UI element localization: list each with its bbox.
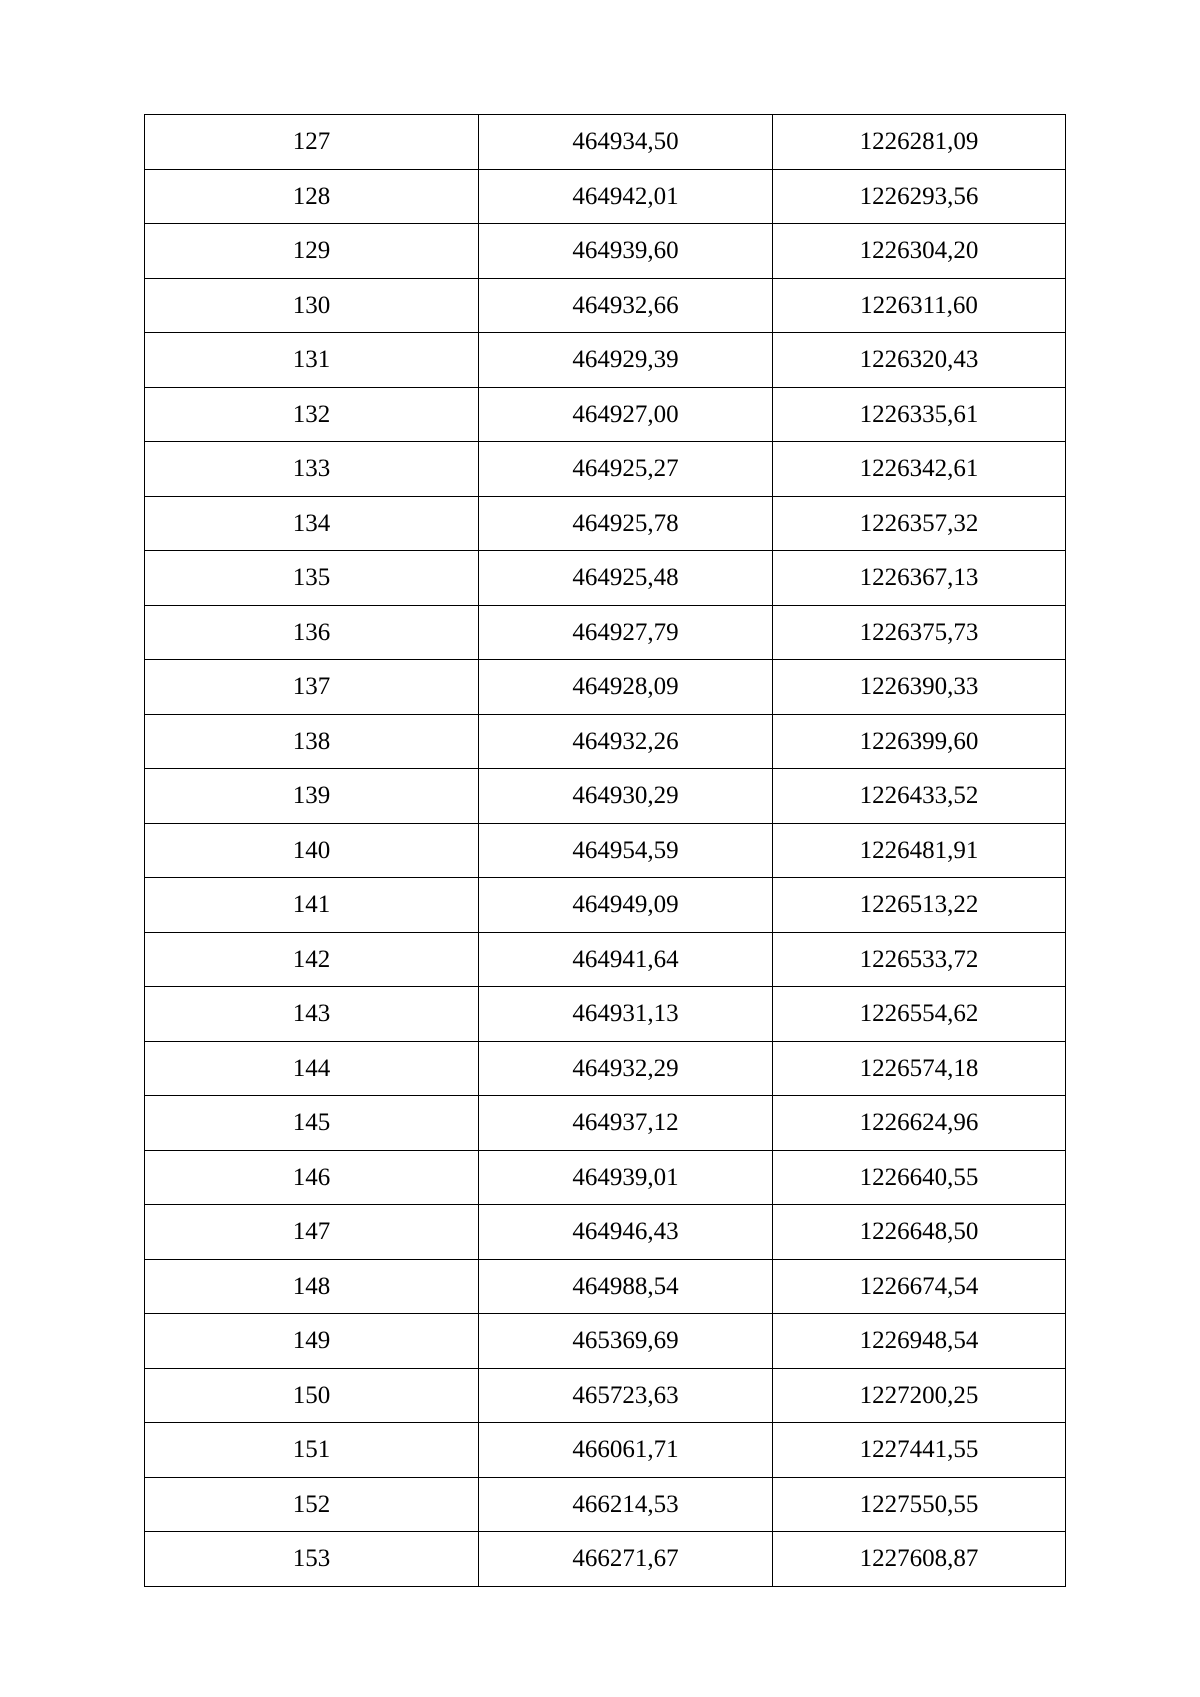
table-row	[145, 1205, 1066, 1260]
x-coordinate-cell: 464928,09	[479, 660, 773, 715]
y-coordinate-cell: 1226624,96	[773, 1096, 1066, 1151]
table-row	[145, 714, 1066, 769]
y-coordinate-cell: 1226433,52	[773, 769, 1066, 824]
x-coordinate-cell: 466214,53	[479, 1477, 773, 1532]
point-number-cell: 144	[145, 1041, 479, 1096]
x-coordinate-cell: 464988,54	[479, 1259, 773, 1314]
point-number-cell: 137	[145, 660, 479, 715]
y-coordinate-cell: 1227200,25	[773, 1368, 1066, 1423]
y-coordinate-cell: 1226335,61	[773, 387, 1066, 442]
x-coordinate-cell: 466271,67	[479, 1532, 773, 1587]
y-coordinate-cell: 1227608,87	[773, 1532, 1066, 1587]
point-number-cell: 150	[145, 1368, 479, 1423]
point-number-cell: 135	[145, 551, 479, 606]
table-row	[145, 660, 1066, 715]
point-number-cell: 139	[145, 769, 479, 824]
table-row	[145, 551, 1066, 606]
x-coordinate-cell: 464932,66	[479, 278, 773, 333]
point-number-cell: 151	[145, 1423, 479, 1478]
point-number-cell: 131	[145, 333, 479, 388]
x-coordinate-cell: 464932,29	[479, 1041, 773, 1096]
point-number-cell: 143	[145, 987, 479, 1042]
point-number-cell: 141	[145, 878, 479, 933]
point-number-cell: 152	[145, 1477, 479, 1532]
y-coordinate-cell: 1227441,55	[773, 1423, 1066, 1478]
table-row	[145, 387, 1066, 442]
y-coordinate-cell: 1226304,20	[773, 224, 1066, 279]
x-coordinate-cell: 466061,71	[479, 1423, 773, 1478]
coordinates-table-body	[145, 115, 1066, 1587]
point-number-cell: 145	[145, 1096, 479, 1151]
table-row	[145, 1314, 1066, 1369]
table-row	[145, 1096, 1066, 1151]
point-number-cell: 128	[145, 169, 479, 224]
y-coordinate-cell: 1226481,91	[773, 823, 1066, 878]
table-row	[145, 278, 1066, 333]
point-number-cell: 129	[145, 224, 479, 279]
y-coordinate-cell: 1226399,60	[773, 714, 1066, 769]
x-coordinate-cell: 465369,69	[479, 1314, 773, 1369]
point-number-cell: 149	[145, 1314, 479, 1369]
table-row	[145, 932, 1066, 987]
y-coordinate-cell: 1226533,72	[773, 932, 1066, 987]
point-number-cell: 133	[145, 442, 479, 497]
x-coordinate-cell: 464931,13	[479, 987, 773, 1042]
table-row	[145, 1041, 1066, 1096]
x-coordinate-cell: 464941,64	[479, 932, 773, 987]
x-coordinate-cell: 464925,78	[479, 496, 773, 551]
y-coordinate-cell: 1226640,55	[773, 1150, 1066, 1205]
table-row	[145, 442, 1066, 497]
y-coordinate-cell: 1226674,54	[773, 1259, 1066, 1314]
table-row	[145, 878, 1066, 933]
x-coordinate-cell: 464942,01	[479, 169, 773, 224]
table-row	[145, 1150, 1066, 1205]
x-coordinate-cell: 464927,00	[479, 387, 773, 442]
point-number-cell: 153	[145, 1532, 479, 1587]
x-coordinate-cell: 464934,50	[479, 115, 773, 170]
table-row	[145, 769, 1066, 824]
point-number-cell: 148	[145, 1259, 479, 1314]
x-coordinate-cell: 464939,60	[479, 224, 773, 279]
y-coordinate-cell: 1226342,61	[773, 442, 1066, 497]
y-coordinate-cell: 1226554,62	[773, 987, 1066, 1042]
point-number-cell: 146	[145, 1150, 479, 1205]
y-coordinate-cell: 1226281,09	[773, 115, 1066, 170]
x-coordinate-cell: 464927,79	[479, 605, 773, 660]
x-coordinate-cell: 464930,29	[479, 769, 773, 824]
table-row	[145, 333, 1066, 388]
table-row	[145, 169, 1066, 224]
point-number-cell: 147	[145, 1205, 479, 1260]
table-row	[145, 605, 1066, 660]
x-coordinate-cell: 464939,01	[479, 1150, 773, 1205]
point-number-cell: 132	[145, 387, 479, 442]
table-row	[145, 1477, 1066, 1532]
y-coordinate-cell: 1227550,55	[773, 1477, 1066, 1532]
table-row	[145, 496, 1066, 551]
table-row	[145, 224, 1066, 279]
x-coordinate-cell: 464925,27	[479, 442, 773, 497]
point-number-cell: 130	[145, 278, 479, 333]
table-row	[145, 823, 1066, 878]
x-coordinate-cell: 464946,43	[479, 1205, 773, 1260]
x-coordinate-cell: 464929,39	[479, 333, 773, 388]
y-coordinate-cell: 1226311,60	[773, 278, 1066, 333]
y-coordinate-cell: 1226948,54	[773, 1314, 1066, 1369]
x-coordinate-cell: 464949,09	[479, 878, 773, 933]
y-coordinate-cell: 1226367,13	[773, 551, 1066, 606]
coordinates-table	[144, 114, 1066, 1587]
y-coordinate-cell: 1226574,18	[773, 1041, 1066, 1096]
point-number-cell: 138	[145, 714, 479, 769]
point-number-cell: 136	[145, 605, 479, 660]
point-number-cell: 142	[145, 932, 479, 987]
y-coordinate-cell: 1226375,73	[773, 605, 1066, 660]
y-coordinate-cell: 1226513,22	[773, 878, 1066, 933]
y-coordinate-cell: 1226648,50	[773, 1205, 1066, 1260]
x-coordinate-cell: 464932,26	[479, 714, 773, 769]
y-coordinate-cell: 1226357,32	[773, 496, 1066, 551]
table-row	[145, 987, 1066, 1042]
point-number-cell: 134	[145, 496, 479, 551]
y-coordinate-cell: 1226293,56	[773, 169, 1066, 224]
point-number-cell: 140	[145, 823, 479, 878]
y-coordinate-cell: 1226320,43	[773, 333, 1066, 388]
x-coordinate-cell: 464954,59	[479, 823, 773, 878]
x-coordinate-cell: 464937,12	[479, 1096, 773, 1151]
x-coordinate-cell: 465723,63	[479, 1368, 773, 1423]
y-coordinate-cell: 1226390,33	[773, 660, 1066, 715]
table-row	[145, 115, 1066, 170]
table-row	[145, 1259, 1066, 1314]
table-row	[145, 1532, 1066, 1587]
x-coordinate-cell: 464925,48	[479, 551, 773, 606]
table-row	[145, 1423, 1066, 1478]
point-number-cell: 127	[145, 115, 479, 170]
table-row	[145, 1368, 1066, 1423]
